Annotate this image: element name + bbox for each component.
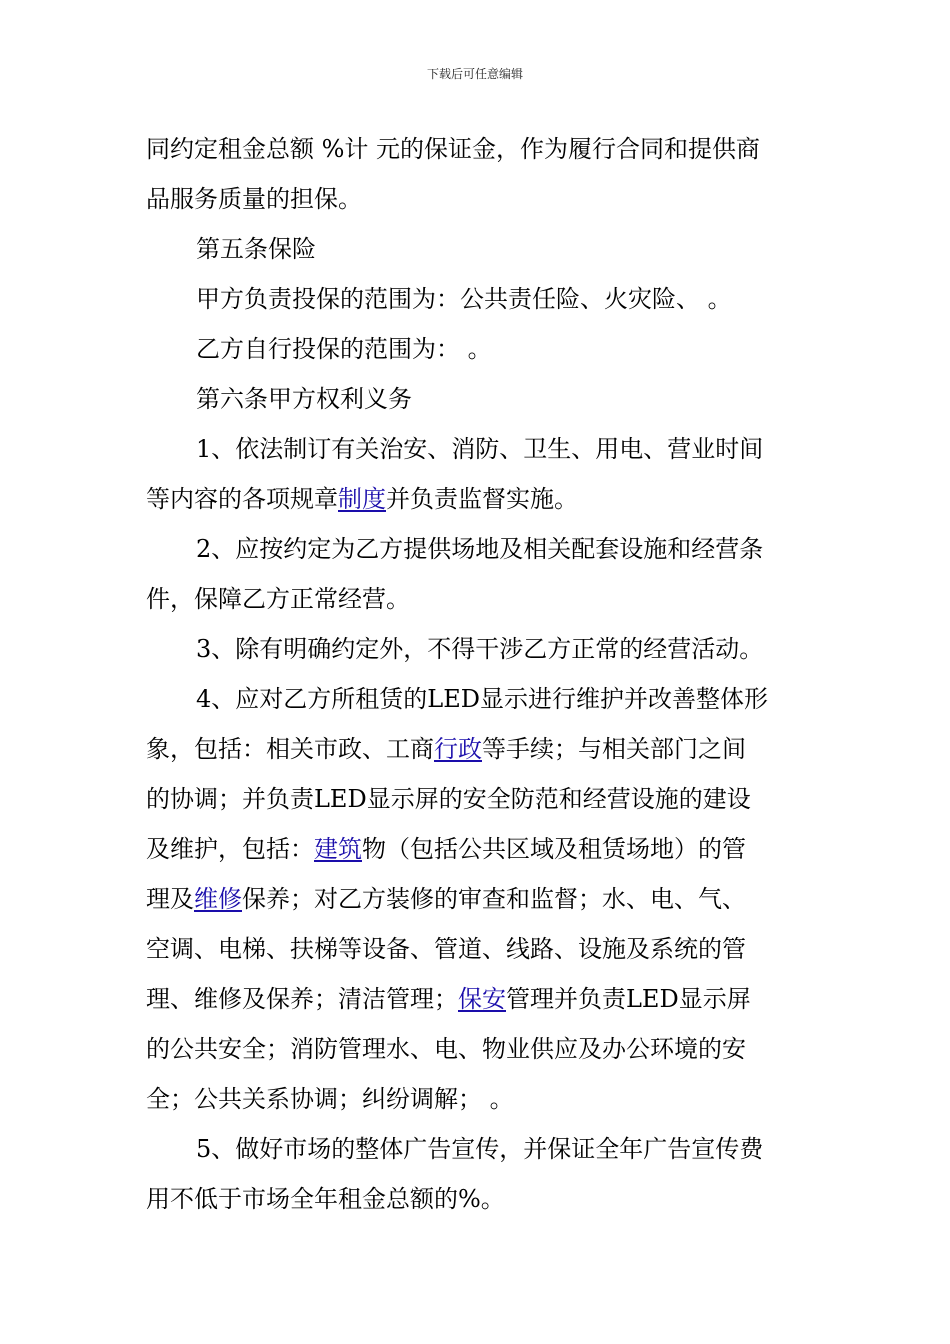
text-line-item4-c: 的协调；并负责LED显示屏的安全防范和经营设施的建设: [146, 785, 751, 813]
text-segment: 象，包括：相关市政、工商: [146, 735, 434, 763]
text-segment: 等内容的各项规章: [146, 485, 338, 513]
text-line-deposit-1: 同约定租金总额 %计 元的保证金，作为履行合同和提供商: [146, 135, 761, 163]
text-line-party-b-insurance: 乙方自行投保的范围为： 。: [196, 335, 492, 363]
page-header: 下载后可任意编辑: [426, 67, 523, 81]
text-line-item4-b: [146, 724, 806, 774]
text-line-item4-i: 全；公共关系协调；纠纷调解； 。: [146, 1085, 514, 1113]
link-xingzheng[interactable]: 行政: [434, 735, 482, 763]
text-segment: 物（包括公共区域及租赁场地）的管: [362, 835, 746, 863]
text-line-item4-g: [146, 974, 806, 1024]
text-line-party-a-insurance: 甲方负责投保的范围为：公共责任险、火灾险、 。: [196, 285, 732, 313]
document-body: [146, 124, 806, 1224]
text-line-item4-a: 4、应对乙方所租赁的LED显示进行维护并改善整体形: [196, 685, 768, 713]
link-baoan[interactable]: 保安: [458, 985, 506, 1013]
link-zhidu[interactable]: 制度: [338, 485, 386, 513]
text-line-item5-b: 用不低于市场全年租金总额的%。: [146, 1185, 505, 1213]
text-segment: 等手续；与相关部门之间: [482, 735, 746, 763]
text-segment: 管理并负责LED显示屏: [506, 985, 751, 1013]
text-line-item4-d: [146, 824, 806, 874]
section-heading-party-a-rights: 第六条甲方权利义务: [196, 385, 412, 413]
section-heading-insurance: 第五条保险: [196, 235, 316, 263]
text-segment: 及维护，包括：: [146, 835, 314, 863]
link-jianzhu[interactable]: 建筑: [314, 835, 362, 863]
text-line-item5-a: 5、做好市场的整体广告宣传，并保证全年广告宣传费: [196, 1135, 764, 1163]
text-line-item4-h: 的公共安全；消防管理水、电、物业供应及办公环境的安: [146, 1035, 746, 1063]
text-segment: 保养；对乙方装修的审查和监督；水、电、气、: [242, 885, 746, 913]
link-weixiu[interactable]: 维修: [194, 885, 242, 913]
text-line-item1-a: 1、依法制订有关治安、消防、卫生、用电、营业时间: [196, 435, 764, 463]
text-line-item2-a: 2、应按约定为乙方提供场地及相关配套设施和经营条: [196, 535, 764, 563]
text-line-item1-b: [146, 474, 806, 524]
text-line-item4-e: [146, 874, 806, 924]
text-line-item2-b: 件，保障乙方正常经营。: [146, 585, 410, 613]
text-line-deposit-2: 品服务质量的担保。: [146, 185, 362, 213]
text-segment: 并负责监督实施。: [386, 485, 578, 513]
text-segment: 理、维修及保养；清洁管理；: [146, 985, 458, 1013]
text-line-item4-f: 空调、电梯、扶梯等设备、管道、线路、设施及系统的管: [146, 935, 746, 963]
text-line-item3: 3、除有明确约定外，不得干涉乙方正常的经营活动。: [196, 635, 764, 663]
text-segment: 理及: [146, 885, 194, 913]
